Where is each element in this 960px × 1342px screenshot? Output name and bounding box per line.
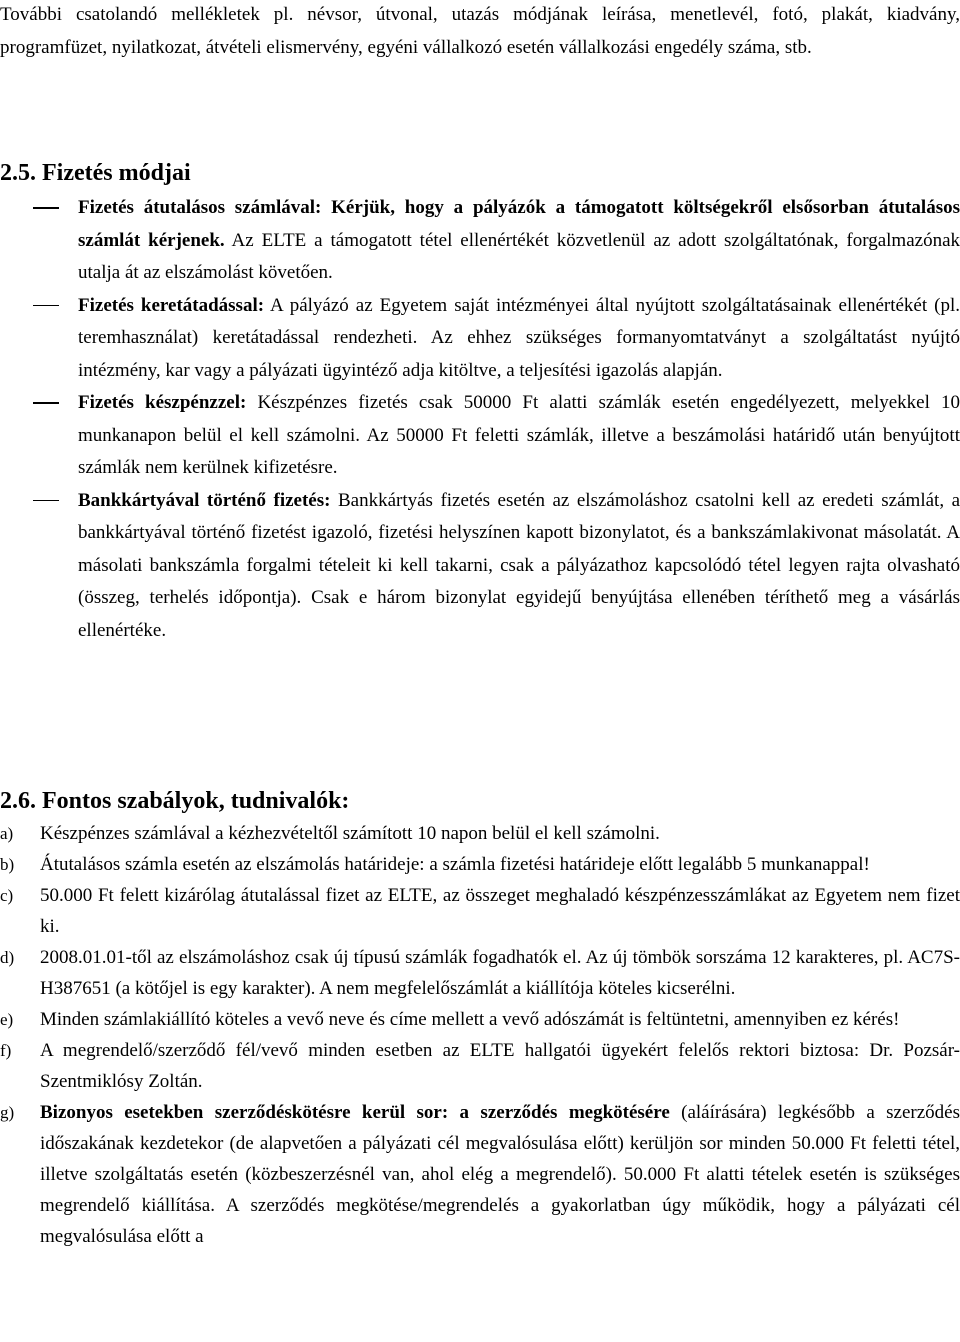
dash-bullet-icon xyxy=(33,500,59,502)
item-marker: f) xyxy=(0,1041,12,1060)
item-marker: b) xyxy=(0,855,15,874)
item-text: A pályázó az Egyetem saját intézményei által nyújtott szolgáltatásainak ellenértékét (pl. teremhasználat) keretátadással rendezheti. Az ehhez szükséges formanyomtatványt a szolgáltatást nyújtó intézmény, kar vagy a pályázati ügyintéző adja kitöltve, a teljesítési igazolás alapján. xyxy=(78,294,960,381)
intro-paragraph: További csatolandó mellékletek pl. névsor, útvonal, utazás módjának leírása, menetlevél, fotó, plakát, kiadvány, programfüzet, nyilatkozat, átvételi elismervény, egyéni vállalkozó esetén vállalkozási engedély száma, stb. xyxy=(0,4,960,58)
list-item xyxy=(0,1097,960,1252)
item-marker: g) xyxy=(0,1103,15,1122)
item-text: Minden számlakiállító köteles a vevő neve és címe mellett a vevő adószámát is feltüntetni, amennyiben ez kérés! xyxy=(40,1009,900,1030)
item-marker: e) xyxy=(0,1010,14,1029)
list-item xyxy=(0,880,960,942)
item-text: 2008.01.01-től az elszámoláshoz csak új típusú számlák fogadhatók el. Az új tömbök sorszáma 12 karakteres, pl. AC7S-H387651 (a kötőjel is egy karakter). A nem megfelelőszámlát a kiállítója köteles kicserélni. xyxy=(40,947,960,999)
dash-bullet-icon xyxy=(33,305,59,307)
item-bold-text: Fizetés készpénzzel: xyxy=(78,392,247,413)
list-item xyxy=(0,387,960,485)
list-item xyxy=(0,485,960,648)
item-text: Bankkártyás fizetés esetén az elszámoláshoz csatolni kell az eredeti számlát, a bankkártyával történő fizetést igazoló, fizetési helyszínen kapott bizonylatot, és a bankszámlakivonat másolatát. A másolati bankszámla forgalmi tételeit ki kell takarni, csak a pályázathoz kapcsolódó tétel legyen rajta olvasható (összeg, terhelés időpontja). Csak e három bizonylat egyidejű benyújtása ellenében téríthető meg a vásárlás ellenértéke. xyxy=(78,489,960,641)
list-item xyxy=(0,818,960,849)
item-text: Átutalásos számla esetén az elszámolás határideje: a számla fizetési határideje előtt legalább 5 munkanappal! xyxy=(40,854,870,875)
list-item xyxy=(0,1004,960,1035)
section-title: 2.6. Fontos szabályok, tudnivalók: xyxy=(0,788,350,814)
item-marker: d) xyxy=(0,948,15,967)
list-item xyxy=(0,849,960,880)
dash-bullet-icon xyxy=(33,207,59,209)
item-text: 50.000 Ft felett kizárólag átutalással fizet az ELTE, az összeget meghaladó készpénzesszámlákat az Egyetem nem fizet ki. xyxy=(40,885,960,937)
item-bold-text: Bizonyos esetekben szerződéskötésre kerül sor: a szerződés megkötésére xyxy=(40,1102,670,1123)
section-payment-methods xyxy=(0,157,960,189)
item-text: Készpénzes fizetés csak 50000 Ft alatti számlák esetén engedélyezett, melyekkel 10 munkanapon belül el kell számolni. Az 50000 Ft feletti számlák, illetve a beszámolási határidő után benyújtott számlák nem kerülnek kifizetésre. xyxy=(78,392,960,478)
section-title: 2.5. Fizetés módjai xyxy=(0,160,191,186)
item-bold-text: Fizetés keretátadással: xyxy=(78,294,265,316)
item-bold-text: Bankkártyával történő fizetés: xyxy=(78,489,331,511)
rules-list xyxy=(0,818,960,1252)
payment-methods-list xyxy=(0,192,960,647)
item-bold-text: Fizetés átutalásos számlával: Kérjük, hogy a pályázók a támogatott költségekről elsősorban átutalásos számlát kérjenek. xyxy=(78,197,960,251)
list-item xyxy=(0,942,960,1004)
dash-bullet-icon xyxy=(33,402,59,404)
item-marker: c) xyxy=(0,886,14,905)
item-marker: a) xyxy=(0,824,14,843)
item-text: Az ELTE a támogatott tétel ellenértékét közvetlenül az adott szolgáltatónak, forgalmazónak utalja át az elszámolást követően. xyxy=(78,229,960,283)
section-rules xyxy=(0,785,960,817)
list-item xyxy=(0,290,960,388)
list-item xyxy=(0,1035,960,1097)
item-text: Készpénzes számlával a kézhezvételtől számított 10 napon belül el kell számolni. xyxy=(40,823,660,844)
list-item xyxy=(0,192,960,290)
item-text: (aláírására) legkésőbb a szerződés időszakának kezdetekor (de alapvetően a pályázati cél megvalósulása előtt) kerüljön sor minden 50.000 Ft feletti tétel, illetve szolgáltatás esetén (közbeszerzésnél van, ahol elég a megrendelő). 50.000 Ft alatti tételek esetén is szükséges megrendelő kiállítása. A szerződés megkötése/megrendelés a gyakorlatban úgy működik, hogy a pályázati cél megvalósulása előtt a xyxy=(40,1102,960,1247)
item-text: A megrendelő/szerződő fél/vevő minden esetben az ELTE hallgatói ügyekért felelős rektori biztosa: Dr. Pozsár-Szentmiklósy Zoltán. xyxy=(40,1040,960,1092)
